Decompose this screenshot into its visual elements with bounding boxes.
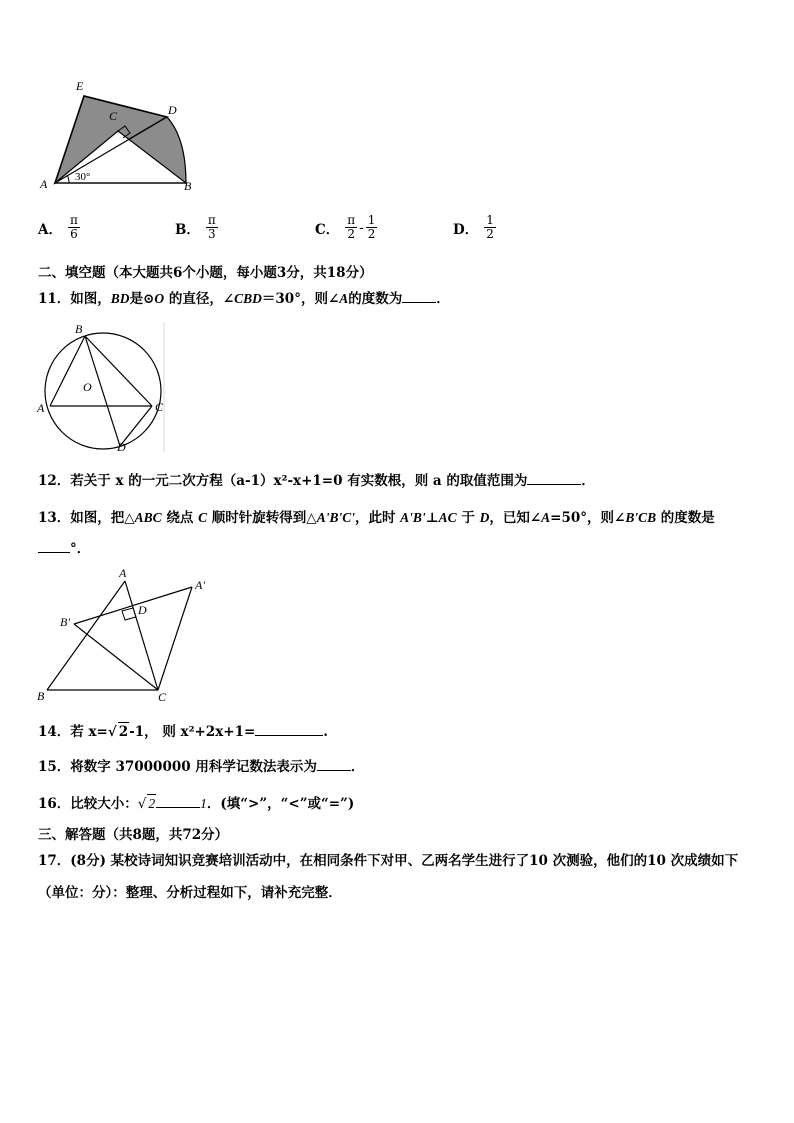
label-E: E [76, 79, 84, 93]
option-d-key: D． [453, 221, 479, 238]
question-12: 12．若关于 x 的一元二次方程（a-1）x²-x+1=0 有实数根，则 a 的取值范围为 ． [38, 473, 595, 489]
section-3-heading: 三、解答题（共8题，共72分） [38, 827, 229, 843]
label-D: D [138, 603, 147, 617]
option-c-key: C． [315, 221, 340, 238]
option-a-fraction: $\frac{\pi}{6}$ [69, 213, 78, 241]
answer-blank-14[interactable] [255, 723, 323, 736]
question-14: 14．若 x=√ 2-1， 则 x²+2x+1= . [38, 724, 328, 740]
label-O: O [83, 380, 92, 394]
question-16: 16．比较大小：√ 2 1．(填“>”，“<”或“=”) [38, 796, 355, 812]
q11-figure [34, 322, 170, 454]
label-C: C [155, 400, 164, 414]
label-D: D [168, 103, 177, 117]
label-A: A [119, 566, 127, 580]
answer-blank-12[interactable] [527, 472, 581, 485]
q10-figure [36, 76, 206, 194]
option-c-fraction-1: $\frac{\pi}{2}$ [347, 213, 356, 241]
label-B: B [75, 322, 83, 336]
option-b-key: B． [175, 221, 200, 238]
q13-figure [34, 564, 224, 706]
option-d[interactable] [453, 214, 498, 241]
answer-blank-15[interactable] [317, 758, 351, 771]
sqrt-sign: √ [137, 796, 147, 812]
sqrt-radicand: 2 [118, 724, 129, 740]
label-A: A [37, 401, 45, 415]
label-C: C [109, 109, 118, 123]
label-D: D [117, 440, 126, 454]
option-c-minus: - [359, 219, 364, 236]
label-A: A [40, 177, 48, 191]
option-a[interactable] [38, 214, 82, 241]
label-C: C [158, 690, 167, 704]
label-A-prime: A' [195, 578, 205, 592]
question-17-line2: （单位：分）：整理、分析过程如下，请补充完整． [38, 885, 342, 901]
label-B: B [184, 179, 192, 193]
sqrt-radicand: 2 [148, 796, 156, 811]
option-b[interactable] [175, 214, 220, 241]
question-15: 15．将数字 37000000 用科学记数法表示为 ． [38, 759, 365, 775]
answer-blank-16[interactable] [156, 795, 200, 808]
question-13-line2: °． [38, 540, 90, 558]
sqrt-sign: √ [107, 724, 117, 740]
option-a-key: A． [38, 221, 62, 238]
option-c-fraction-2: $\frac{1}{2}$ [367, 213, 376, 241]
question-11: 11．如图，BD是⊙O 的直径，∠CBD＝30°，则∠A的度数为 ． [38, 291, 450, 307]
question-17-line1: 17．(8分) 某校诗词知识竞赛培训活动中，在相同条件下对甲、乙两名学生进行了10 次测验，他们的10 次成绩如下 [38, 853, 739, 869]
label-angle: 30° [75, 171, 91, 183]
option-b-fraction: $\frac{\pi}{3}$ [207, 213, 216, 241]
label-B-prime: B' [60, 615, 70, 629]
answer-blank-13[interactable] [38, 540, 70, 553]
label-B: B [37, 689, 45, 703]
answer-blank-11[interactable] [402, 290, 436, 303]
option-c[interactable] [315, 214, 379, 241]
question-13: 13．如图，把△ABC 绕点 C 顺时针旋转得到△A'B'C'，此时 A'B'⊥AC 于 D，已知∠A=50°，则∠B'CB 的度数是 [38, 510, 715, 526]
section-2-heading: 二、填空题（本大题共6个小题，每小题3分，共18分） [38, 265, 373, 281]
option-d-fraction: $\frac{1}{2}$ [486, 213, 494, 241]
